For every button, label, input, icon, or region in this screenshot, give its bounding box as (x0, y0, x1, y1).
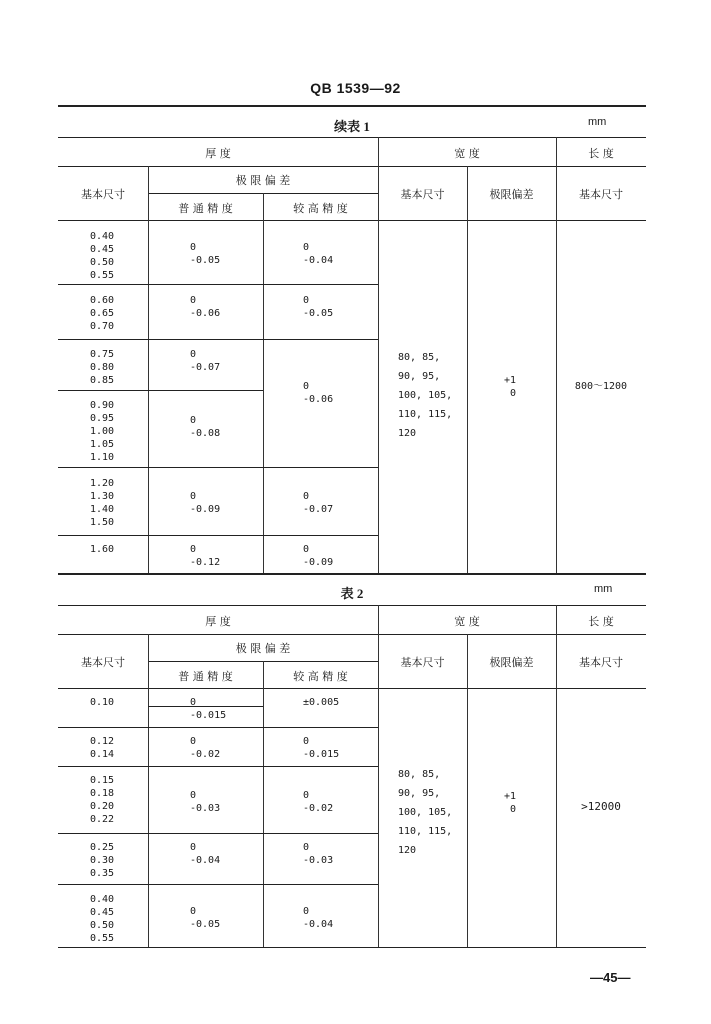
table2-caption: 表 2 (340, 586, 364, 601)
table1-header-bottom-rule (58, 220, 646, 221)
table1-row-normal: 0 -0.08 (190, 415, 221, 439)
table1-row-high: 0 -0.05 (303, 295, 334, 319)
table1-row-high: 0 -0.07 (303, 491, 334, 515)
table1-width-tolerance: +1 0 (504, 375, 517, 399)
table2-row-high: 0 -0.02 (303, 790, 334, 814)
table2-vline (556, 605, 557, 947)
table2-row-rule (58, 884, 378, 885)
table2-group-length: 长 度 (588, 615, 614, 628)
table1-col-normal-precision: 普 通 精 度 (178, 202, 233, 215)
table1-vline (556, 137, 557, 573)
table1-length-value: 800～1200 (574, 381, 628, 392)
table1-row-sizes: 0.90 0.95 1.00 1.05 1.10 (90, 400, 115, 463)
table2-row-high: ±0.005 (303, 697, 340, 708)
table2-group-thickness: 厚 度 (205, 615, 231, 628)
table1-vline (378, 137, 379, 573)
table2-group-width: 宽 度 (454, 615, 480, 628)
table2-header-top-rule (58, 605, 646, 606)
table2-unit: mm (594, 583, 613, 595)
table1-col-high-precision: 较 高 精 度 (293, 202, 348, 215)
page-number: —45— (590, 970, 631, 985)
table2-row-rule (58, 727, 378, 728)
table1-row-sizes: 1.60 (90, 544, 115, 555)
table1-col-width-tolerance: 极限偏差 (489, 188, 534, 201)
table1-row-rule (58, 467, 378, 468)
table2-vline (378, 605, 379, 947)
table2-col-width-basic: 基本尺寸 (400, 656, 445, 669)
table1-row-sizes: 0.60 0.65 0.70 (90, 295, 115, 332)
table1-caption: 续表 1 (334, 119, 370, 134)
table1-row-normal: 0 -0.09 (190, 491, 221, 515)
table1-row-sizes: 0.75 0.80 0.85 (90, 349, 115, 386)
table2-col-normal-precision: 普 通 精 度 (178, 670, 233, 683)
table1-group-width: 宽 度 (454, 147, 480, 160)
table1-col-length-basic: 基本尺寸 (579, 188, 623, 201)
table1-col-tolerance: 极 限 偏 差 (235, 174, 291, 187)
table2-row-normal: 0 -0.03 (190, 790, 221, 814)
table2-width-values: 80, 85, 90, 95, 100, 105, 110, 115, 120 (398, 769, 453, 856)
table2-row-sizes: 0.40 0.45 0.50 0.55 (90, 894, 115, 944)
table2-length-value: >12000 (581, 800, 621, 813)
table2-vline (148, 634, 149, 947)
table1-header-rule-1 (58, 166, 646, 167)
table2-col-high-precision: 较 高 精 度 (293, 670, 348, 683)
table1-row-rule (58, 339, 378, 340)
table2-vline (467, 634, 468, 947)
table2-col-length-basic: 基本尺寸 (579, 656, 623, 669)
table2-header-rule-1 (58, 634, 646, 635)
table2-row-high: 0 -0.015 (303, 736, 340, 760)
table1-row-rule (58, 284, 378, 285)
table2-col-basic-size: 基本尺寸 (81, 656, 125, 669)
table1-row-high: 0 -0.04 (303, 242, 334, 266)
table2-row-sizes: 0.10 (90, 697, 115, 708)
table1-vline (467, 166, 468, 573)
table2-row-normal: 0 -0.02 (190, 736, 221, 760)
table2-row-rule (58, 833, 378, 834)
table1-vline (148, 166, 149, 573)
table1-row-rule (58, 535, 378, 536)
table1-row-normal: 0 -0.06 (190, 295, 221, 319)
table2-row-normal: 0 -0.015 (190, 697, 227, 721)
table1-row-sizes: 0.40 0.45 0.50 0.55 (90, 231, 115, 281)
table2-vline (263, 661, 264, 947)
table1-width-values: 80, 85, 90, 95, 100, 105, 110, 115, 120 (398, 352, 453, 439)
table2-header-bottom-rule (58, 688, 646, 689)
table1-header-top-rule (58, 137, 646, 138)
table2-row-normal: 0 -0.04 (190, 842, 221, 866)
table2-row-sizes: 0.25 0.30 0.35 (90, 842, 115, 879)
table2-bottom-rule (58, 947, 646, 948)
table1-group-thickness: 厚 度 (205, 147, 231, 160)
table2-row-rule (58, 766, 378, 767)
table1-group-length: 长 度 (588, 147, 614, 160)
table1-merged-high: 0 -0.06 (303, 381, 334, 405)
standard-code: QB 1539—92 (310, 80, 401, 96)
top-rule (58, 105, 646, 107)
table1-row-high: 0 -0.09 (303, 544, 334, 568)
table2-col-width-tolerance: 极限偏差 (489, 656, 534, 669)
table1-vline (263, 193, 264, 573)
table1-row-normal: 0 -0.12 (190, 544, 221, 568)
table1-row-rule (58, 390, 263, 391)
table1-bottom-rule (58, 573, 646, 575)
table2-row-sizes: 0.12 0.14 (90, 736, 115, 760)
table1-col-basic-size: 基本尺寸 (81, 188, 125, 201)
table2-col-tolerance: 极 限 偏 差 (235, 642, 291, 655)
table1-row-normal: 0 -0.05 (190, 242, 221, 266)
table1-row-sizes: 1.20 1.30 1.40 1.50 (90, 478, 115, 528)
table1-row-normal: 0 -0.07 (190, 349, 221, 373)
table1-col-width-basic: 基本尺寸 (400, 188, 445, 201)
table2-row-high: 0 -0.03 (303, 842, 334, 866)
table2-width-tolerance: +1 0 (504, 791, 517, 815)
table2-row-normal: 0 -0.05 (190, 906, 221, 930)
table1-unit: mm (588, 116, 607, 128)
table2-row-high: 0 -0.04 (303, 906, 334, 930)
table2-row-sizes: 0.15 0.18 0.20 0.22 (90, 775, 115, 825)
